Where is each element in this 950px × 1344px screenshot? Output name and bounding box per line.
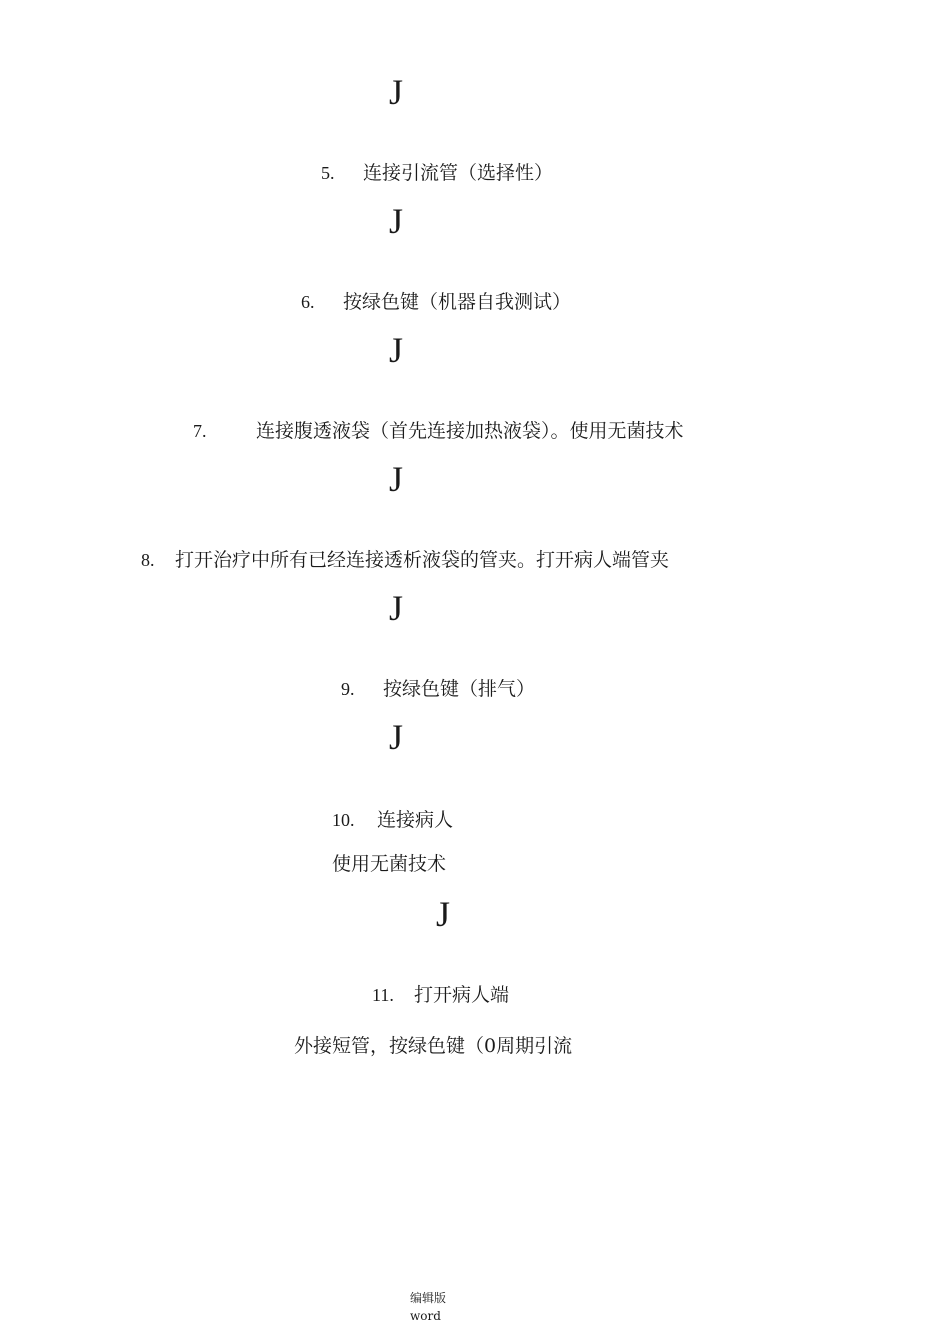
step-number: 6. xyxy=(301,292,315,312)
step-text: 打开治疗中所有已经连接透析液袋的管夹。打开病人端管夹 xyxy=(175,549,670,571)
flow-arrow-5: J xyxy=(389,588,404,628)
step-text: 连接病人 xyxy=(377,809,454,831)
step-text: 打开病人端 xyxy=(414,984,510,1006)
step-number: 11. xyxy=(372,985,394,1005)
step-text: 按绿色键（排气） xyxy=(383,678,536,700)
step-text: 按绿色键（机器自我测试） xyxy=(343,291,572,313)
step-11 xyxy=(372,983,509,1007)
flow-arrow-7: J xyxy=(436,894,451,934)
step-number: 8. xyxy=(141,550,155,570)
step-number: 7. xyxy=(193,421,207,441)
flow-arrow-2: J xyxy=(389,201,404,241)
step-8 xyxy=(141,548,669,572)
step-number: 10. xyxy=(332,810,355,830)
step-7 xyxy=(193,419,684,443)
step-10 xyxy=(332,808,453,832)
step-number: 5. xyxy=(321,163,335,183)
flow-arrow-6: J xyxy=(389,717,404,757)
step-9 xyxy=(341,677,535,701)
step-6 xyxy=(301,290,571,314)
step-number: 9. xyxy=(341,679,355,699)
step-text: 连接引流管（选择性） xyxy=(363,162,554,184)
footer-word: word xyxy=(410,1309,441,1323)
step-10-note: 使用无菌技术 xyxy=(332,853,447,875)
step-text: 连接腹透液袋（首先连接加热液袋）。使用无菌技术 xyxy=(256,420,684,442)
step-11-note: 外接短管，按绿色键（0周期引流 xyxy=(294,1035,573,1057)
footer-label: 编辑版 xyxy=(410,1291,447,1305)
flow-arrow-4: J xyxy=(389,459,404,499)
step-5 xyxy=(321,161,553,185)
flow-arrow-3: J xyxy=(389,330,404,370)
flow-arrow-1: J xyxy=(389,72,404,112)
